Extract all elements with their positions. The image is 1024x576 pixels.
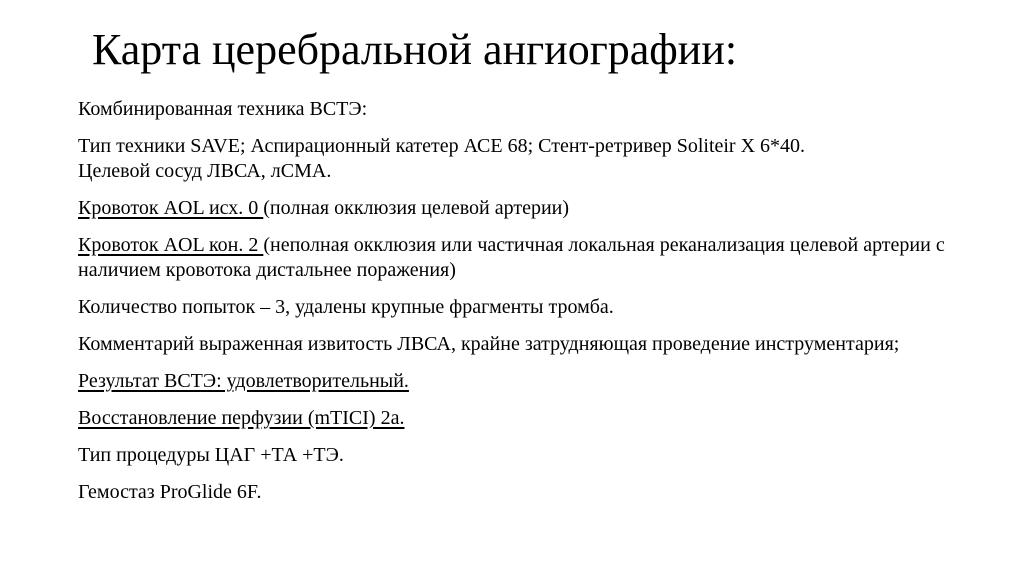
- perfusion-restoration: [78, 406, 958, 431]
- attempts-count: Количество попыток – 3, удалены крупные фрагменты тромба.: [78, 296, 614, 318]
- slide-body: [78, 97, 958, 517]
- technique-details-line1: Тип техники SAVE; Аспирационный катетер АСЕ 68; Стент-ретривер Soliteir X 6*40.: [78, 135, 806, 157]
- blood-flow-final-label: Кровоток AOL кон. 2: [78, 234, 264, 256]
- technique-details: [78, 134, 958, 184]
- blood-flow-final-description: (неполная окклюзия или частичная локальная реканализация целевой артерии с наличием кровотока дистальнее поражения): [78, 234, 945, 281]
- blood-flow-initial: [78, 196, 958, 221]
- comment: Комментарий выраженная извитость ЛВСА, крайне затрудняющая проведение инструментария;: [78, 333, 900, 355]
- technique-heading: Комбинированная техника ВСТЭ:: [78, 98, 368, 120]
- perfusion-restoration-text: Восстановление перфузии (mTICI) 2a.: [78, 407, 405, 429]
- blood-flow-initial-label: Кровоток AOL исх. 0: [78, 197, 264, 219]
- blood-flow-final: [78, 233, 958, 283]
- slide-title: Карта церебральной ангиографии:: [92, 25, 738, 74]
- result: [78, 369, 958, 394]
- result-text: Результат ВСТЭ: удовлетворительный.: [78, 370, 409, 392]
- procedure-type: Тип процедуры ЦАГ +ТА +ТЭ.: [78, 444, 344, 466]
- hemostasis: Гемостаз ProGlide 6F.: [78, 481, 262, 503]
- blood-flow-initial-description: (полная окклюзия целевой артерии): [263, 197, 570, 219]
- technique-details-line2: Целевой сосуд ЛВСА, лСМА.: [78, 160, 332, 182]
